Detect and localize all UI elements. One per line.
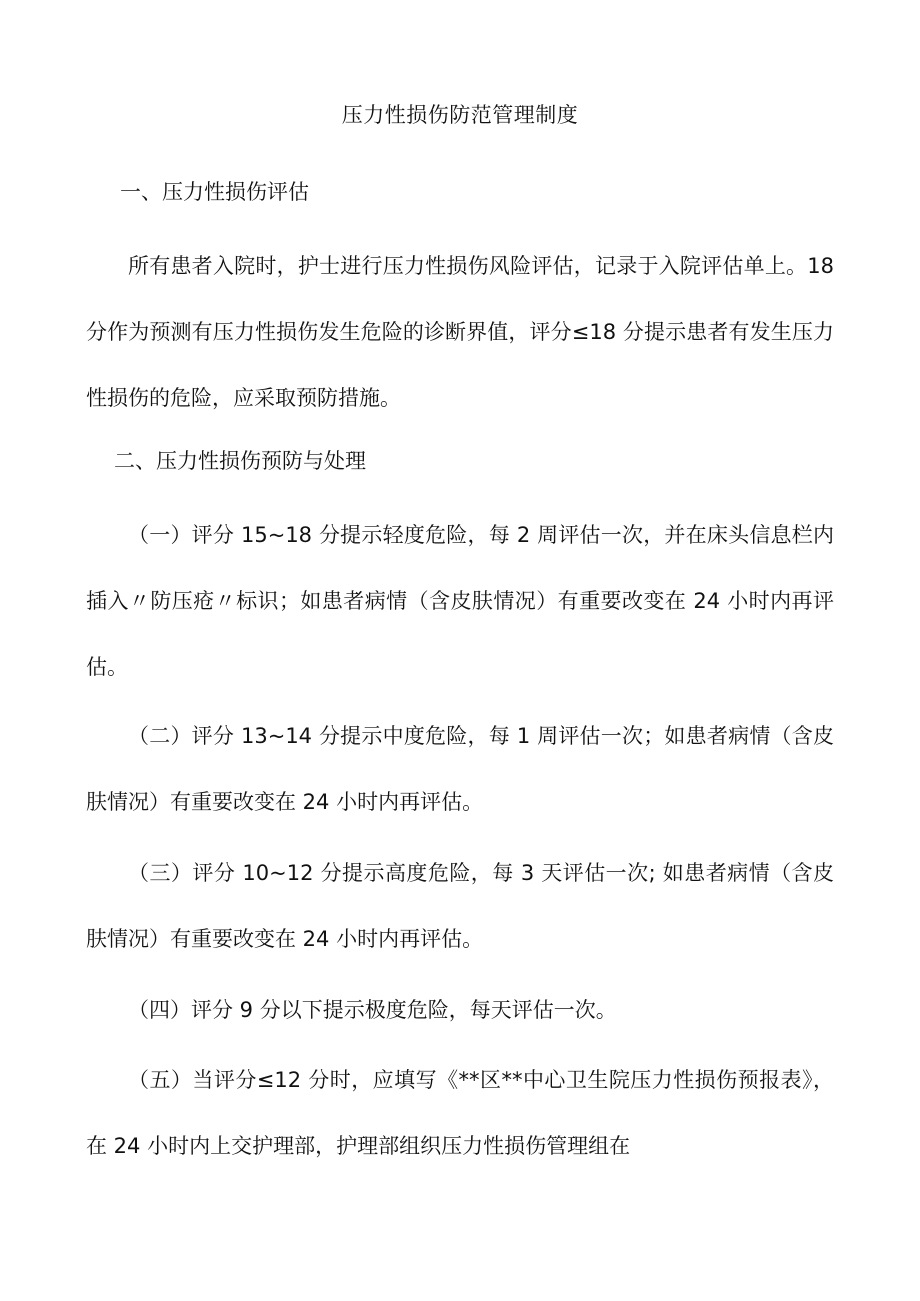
document-title: 压力性损伤防范管理制度 <box>341 103 579 127</box>
item-2-paragraph: （二）评分 13~14 分提示中度危险，每 1 周评估一次；如患者病情（含皮肤情况）有重要改变在 24 小时内再评估。 <box>86 724 834 814</box>
item-5-paragraph: （五）当评分≤12 分时，应填写《**区**中心卫生院压力性损伤预报表》，在 24 小时内上交护理部，护理部组织压力性损伤管理组在 <box>86 1068 834 1158</box>
section-2-heading: 二、压力性损伤预防与处理 <box>114 449 366 473</box>
item-1-paragraph: （一）评分 15~18 分提示轻度危险，每 2 周评估一次，并在床头信息栏内插入〃防压疮〃标识；如患者病情（含皮肤情况）有重要改变在 24 小时内再评估。 <box>86 523 834 679</box>
section-1-paragraph: 所有患者入院时，护士进行压力性损伤风险评估，记录于入院评估单上。18 分作为预测有压力性损伤发生危险的诊断界值，评分≤18 分提示患者有发生压力性损伤的危险，应采取预防措施。 <box>86 254 834 410</box>
item-3-paragraph: （三）评分 10~12 分提示高度危险，每 3 天评估一次; 如患者病情（含皮肤情况）有重要改变在 24 小时内再评估。 <box>86 861 834 951</box>
item-4-paragraph: （四）评分 9 分以下提示极度危险，每天评估一次。 <box>128 998 617 1022</box>
section-1-heading: 一、压力性损伤评估 <box>120 180 309 204</box>
